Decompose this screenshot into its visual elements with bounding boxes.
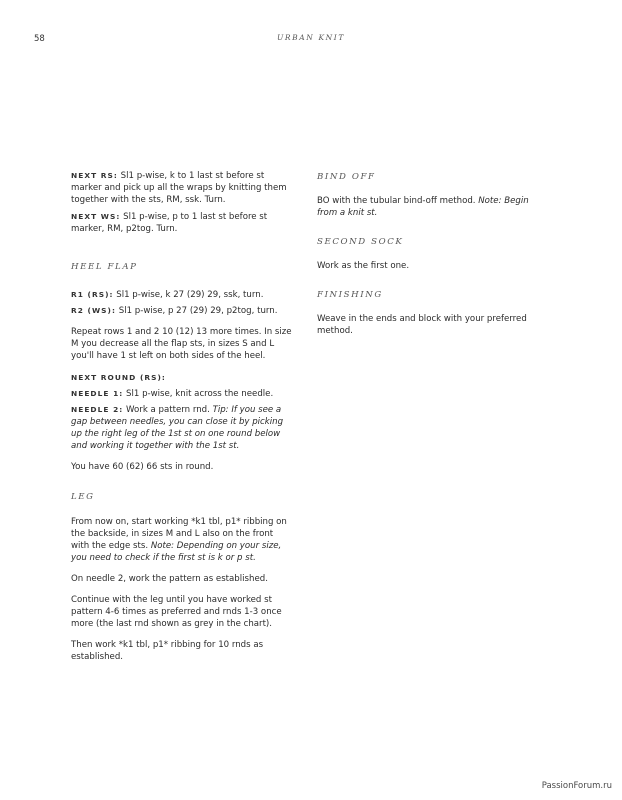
bind-off-paragraph bbox=[317, 195, 545, 219]
repeat-paragraph: Repeat rows 1 and 2 10 (12) 13 more times. In size M you decrease all the flap sts, in sizes S and L you'll have 1 st left on both sides of the heel. bbox=[71, 327, 292, 361]
needle1-paragraph bbox=[71, 388, 293, 400]
sts-in-round: You have 60 (62) 66 sts in round. bbox=[71, 462, 214, 472]
bind-off-note: Note: Begin from a knit st. bbox=[317, 196, 529, 218]
right-column bbox=[317, 171, 545, 337]
needle1-label: NEEDLE 1: bbox=[71, 389, 124, 398]
r1-label: R1 (RS): bbox=[71, 290, 114, 299]
r2-paragraph bbox=[71, 305, 293, 317]
bind-off-heading: BIND OFF bbox=[317, 172, 376, 182]
next-rs-paragraph bbox=[71, 170, 293, 206]
watermark: PassionForum.ru bbox=[541, 781, 612, 791]
finishing-text: Weave in the ends and block with your preferred method. bbox=[317, 314, 527, 336]
next-ws-paragraph bbox=[71, 211, 293, 235]
leg-heading: LEG bbox=[71, 492, 95, 502]
leg-paragraph-2: On needle 2, work the pattern as established. bbox=[71, 574, 268, 584]
running-header: URBAN KNIT bbox=[277, 33, 345, 42]
next-round-label: NEXT ROUND (RS): bbox=[71, 373, 166, 382]
r2-label: R2 (WS): bbox=[71, 306, 116, 315]
leg-p1-note: Note: Depending on your size, you need to check if the first st is k or p st. bbox=[71, 541, 282, 563]
needle1-text: Sl1 p-wise, knit across the needle. bbox=[126, 389, 274, 399]
needle2-note: Tip: If you see a gap between needles, you can close it by picking up the right leg of the 1st st on one round below and working it together with the 1st st. bbox=[71, 405, 284, 451]
second-sock-heading: SECOND SOCK bbox=[317, 237, 404, 247]
heel-flap-heading: HEEL FLAP bbox=[71, 262, 138, 272]
left-column bbox=[71, 170, 293, 663]
r1-paragraph bbox=[71, 289, 293, 301]
page-number: 58 bbox=[34, 34, 45, 44]
needle2-paragraph bbox=[71, 404, 293, 452]
next-ws-label: NEXT WS: bbox=[71, 212, 121, 221]
leg-paragraph-4: Then work *k1 tbl, p1* ribbing for 10 rnds as established. bbox=[71, 640, 264, 662]
leg-paragraph-3: Continue with the leg until you have worked st pattern 4-6 times as preferred and rnds 1-3 once more (the last rnd shown as grey in the chart). bbox=[71, 595, 282, 629]
next-ws-text: Sl1 p-wise, p to 1 last st before st marker, RM, p2tog. Turn. bbox=[71, 212, 268, 234]
r2-text: Sl1 p-wise, p 27 (29) 29, p2tog, turn. bbox=[118, 306, 278, 316]
leg-p1-text: From now on, start working *k1 tbl, p1* ribbing on the backside, in sizes M and L also on the front with the edge sts. bbox=[71, 517, 287, 551]
bind-off-text: BO with the tubular bind-off method. bbox=[317, 196, 476, 206]
second-sock-text: Work as the first one. bbox=[317, 261, 410, 271]
needle2-text: Work a pattern rnd. bbox=[126, 405, 210, 415]
next-rs-label: NEXT RS: bbox=[71, 171, 118, 180]
needle2-label: NEEDLE 2: bbox=[71, 405, 124, 414]
next-rs-text: Sl1 p-wise, k to 1 last st before st marker and pick up all the wraps by knitting them together with the sts, RM, ssk. Turn. bbox=[71, 171, 287, 205]
leg-paragraph-1 bbox=[71, 516, 293, 564]
finishing-heading: FINISHING bbox=[317, 290, 383, 300]
r1-text: Sl1 p-wise, k 27 (29) 29, ssk, turn. bbox=[116, 290, 264, 300]
